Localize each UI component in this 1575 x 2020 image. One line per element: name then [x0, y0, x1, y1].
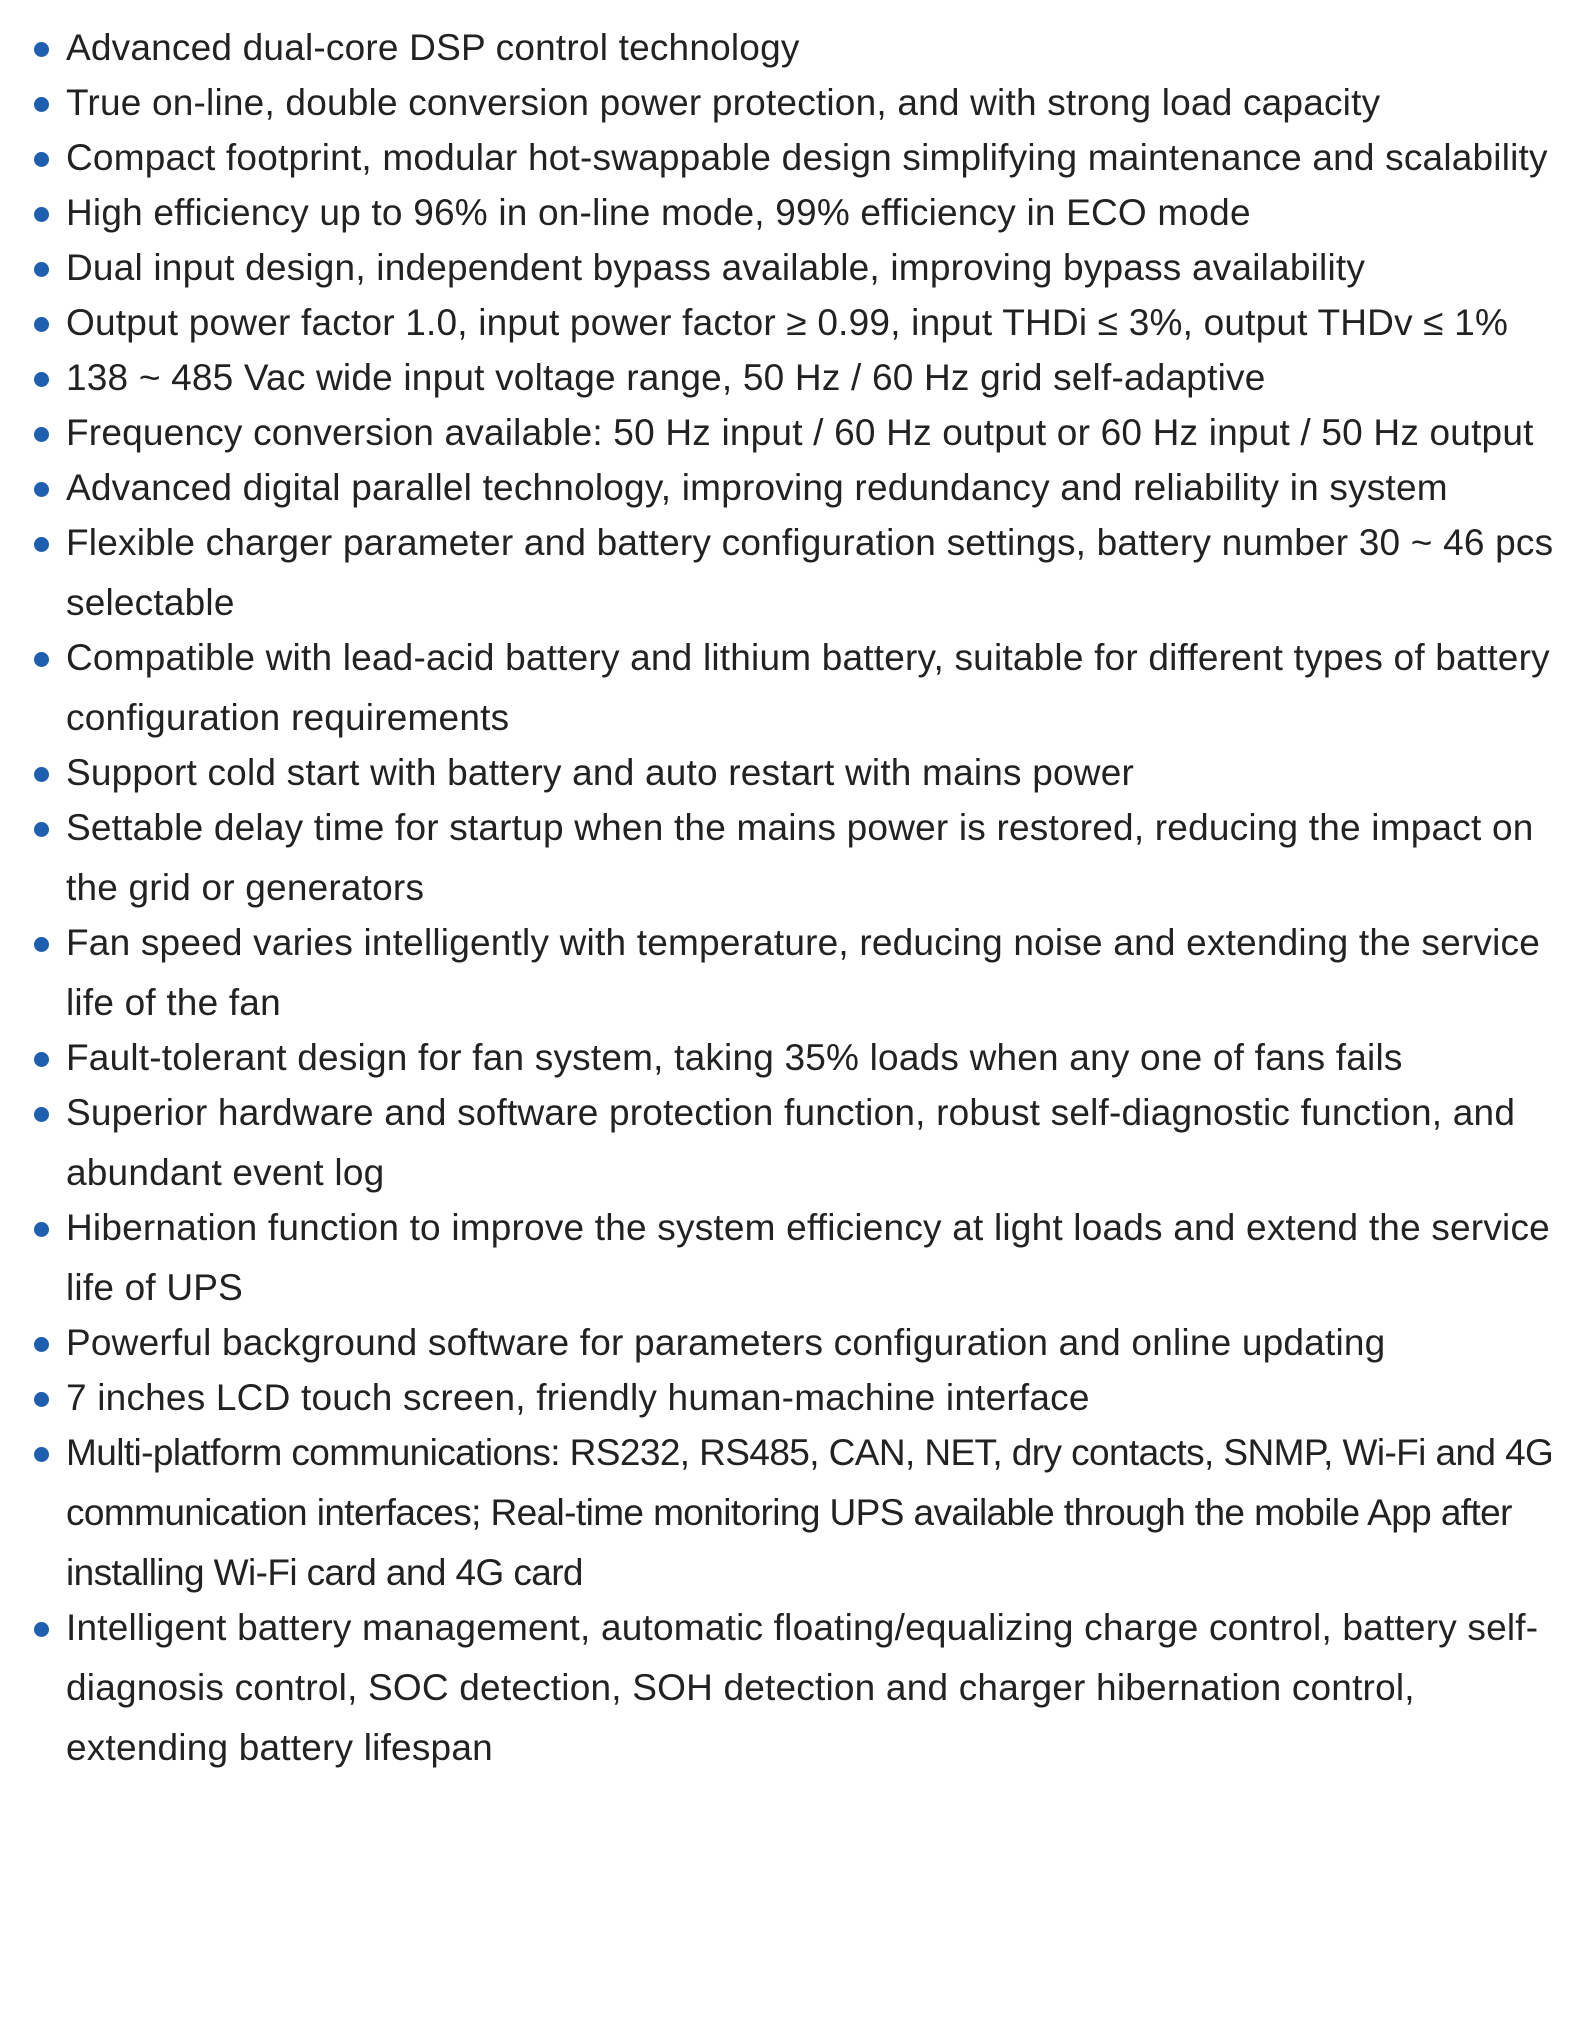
feature-text: Dual input design, independent bypass available, improving bypass availability [66, 247, 1366, 288]
feature-text: Hibernation function to improve the system efficiency at light loads and extend the service life of UPS [66, 1207, 1550, 1308]
feature-item [0, 798, 1575, 918]
feature-item [0, 18, 1575, 78]
feature-item [0, 293, 1575, 353]
feature-text: Compact footprint, modular hot-swappable design simplifying maintenance and scalability [66, 137, 1548, 178]
bullet-icon [34, 427, 49, 442]
feature-item [0, 1368, 1575, 1428]
feature-text: Settable delay time for startup when the mains power is restored, reducing the impact on the grid or generators [66, 807, 1534, 908]
bullet-icon [34, 1337, 49, 1352]
feature-text: Support cold start with battery and auto restart with mains power [66, 752, 1135, 793]
bullet-icon [34, 372, 49, 387]
feature-text: 7 inches LCD touch screen, friendly human-machine interface [66, 1377, 1090, 1418]
feature-item [0, 348, 1575, 408]
feature-text: Fault-tolerant design for fan system, taking 35% loads when any one of fans fails [66, 1037, 1403, 1078]
feature-item [0, 1028, 1575, 1088]
feature-list [0, 18, 1575, 1773]
feature-item [0, 73, 1575, 133]
feature-text: Multi-platform communications: RS232, RS485, CAN, NET, dry contacts, SNMP, Wi-Fi and 4G communication interfaces; Real-time monitoring UPS available through the mobile App after installing Wi-Fi card and 4G card [66, 1432, 1554, 1593]
feature-item [0, 183, 1575, 243]
feature-item [0, 238, 1575, 298]
feature-item [0, 1423, 1575, 1603]
bullet-icon [34, 1052, 49, 1067]
bullet-icon [34, 42, 49, 57]
feature-item [0, 403, 1575, 463]
bullet-icon [34, 652, 49, 667]
feature-item [0, 1313, 1575, 1373]
feature-item [0, 513, 1575, 633]
bullet-icon [34, 1447, 49, 1462]
bullet-icon [34, 1222, 49, 1237]
feature-text: Compatible with lead-acid battery and lithium battery, suitable for different types of battery configuration requirements [66, 637, 1550, 738]
bullet-icon [34, 822, 49, 837]
feature-item [0, 128, 1575, 188]
bullet-icon [34, 97, 49, 112]
bullet-icon [34, 1392, 49, 1407]
bullet-icon [34, 262, 49, 277]
feature-text: Output power factor 1.0, input power factor ≥ 0.99, input THDi ≤ 3%, output THDv ≤ 1% [66, 302, 1509, 343]
bullet-icon [34, 207, 49, 222]
bullet-icon [34, 317, 49, 332]
feature-item [0, 458, 1575, 518]
feature-item [0, 1198, 1575, 1318]
feature-text: 138 ~ 485 Vac wide input voltage range, 50 Hz / 60 Hz grid self-adaptive [66, 357, 1266, 398]
feature-item [0, 743, 1575, 803]
bullet-icon [34, 767, 49, 782]
feature-text: Powerful background software for parameters configuration and online updating [66, 1322, 1386, 1363]
feature-item [0, 1083, 1575, 1203]
bullet-icon [34, 1622, 49, 1637]
feature-text: Advanced dual-core DSP control technology [66, 27, 800, 68]
bullet-icon [34, 937, 49, 952]
feature-text: Superior hardware and software protection function, robust self-diagnostic function, and abundant event log [66, 1092, 1516, 1193]
feature-text: High efficiency up to 96% in on-line mode, 99% efficiency in ECO mode [66, 192, 1251, 233]
bullet-icon [34, 1107, 49, 1122]
feature-item [0, 628, 1575, 748]
bullet-icon [34, 537, 49, 552]
feature-text: Intelligent battery management, automatic floating/equalizing charge control, battery self-diagnosis control, SOC detection, SOH detection and charger hibernation control, extending battery lifespan [66, 1607, 1539, 1768]
feature-text: Fan speed varies intelligently with temperature, reducing noise and extending the service life of the fan [66, 922, 1540, 1023]
bullet-icon [34, 152, 49, 167]
feature-item [0, 1598, 1575, 1778]
feature-text: Flexible charger parameter and battery configuration settings, battery number 30 ~ 46 pcs selectable [66, 522, 1554, 623]
feature-item [0, 913, 1575, 1033]
bullet-icon [34, 482, 49, 497]
feature-text: Advanced digital parallel technology, improving redundancy and reliability in system [66, 467, 1448, 508]
feature-text: True on-line, double conversion power protection, and with strong load capacity [66, 82, 1381, 123]
feature-text: Frequency conversion available: 50 Hz input / 60 Hz output or 60 Hz input / 50 Hz output [66, 412, 1534, 453]
